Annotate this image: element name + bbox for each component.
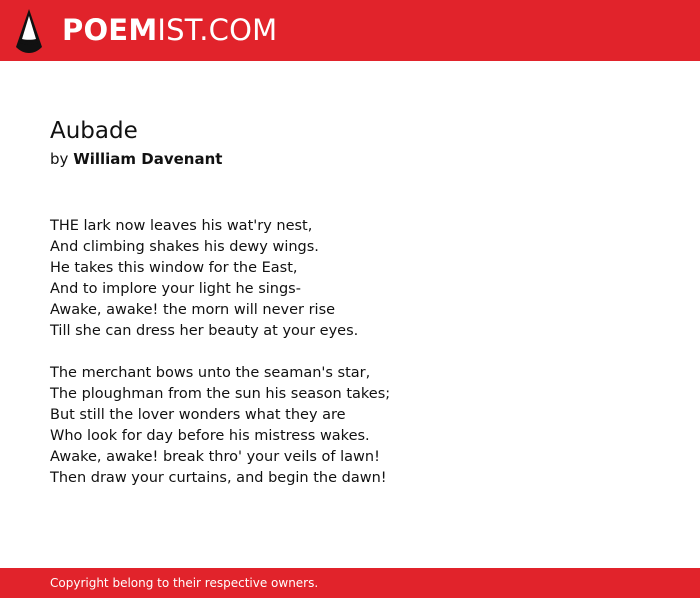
poem-title: Aubade [50, 118, 138, 144]
poem-line: THE lark now leaves his wat'ry nest, [50, 218, 313, 234]
site-name-bold: POEM [62, 13, 158, 47]
poem-content [50, 116, 650, 510]
poem-line: But still the lover wonders what they are [50, 407, 346, 423]
site-logo-link[interactable] [16, 8, 277, 53]
poem-line: And climbing shakes his dewy wings. [50, 239, 319, 255]
site-name [62, 13, 278, 47]
pencil-logo-icon [16, 9, 42, 53]
poem-stanza [50, 216, 650, 342]
site-footer [0, 568, 700, 598]
poem-line: The merchant bows unto the seaman's star, [50, 365, 371, 381]
poem-line: He takes this window for the East, [50, 260, 298, 276]
poem-line: Then draw your curtains, and begin the dawn! [50, 470, 387, 486]
poem-body [50, 216, 650, 489]
poem-line: Who look for day before his mistress wakes. [50, 428, 370, 444]
poem-line: Awake, awake! break thro' your veils of lawn! [50, 449, 380, 465]
site-header [0, 0, 700, 61]
poem-line: Till she can dress her beauty at your eyes. [50, 323, 359, 339]
poem-line: The ploughman from the sun his season takes; [50, 386, 391, 402]
poem-byline [50, 149, 650, 169]
poem-line: Awake, awake! the morn will never rise [50, 302, 336, 318]
copyright-text: Copyright belong to their respective owners. [50, 576, 319, 590]
site-name-light: IST.COM [157, 13, 278, 47]
poem-line: And to implore your light he sings- [50, 281, 301, 297]
poem-stanza [50, 363, 650, 489]
by-label: by [50, 150, 69, 168]
author-name: William Davenant [73, 150, 223, 168]
